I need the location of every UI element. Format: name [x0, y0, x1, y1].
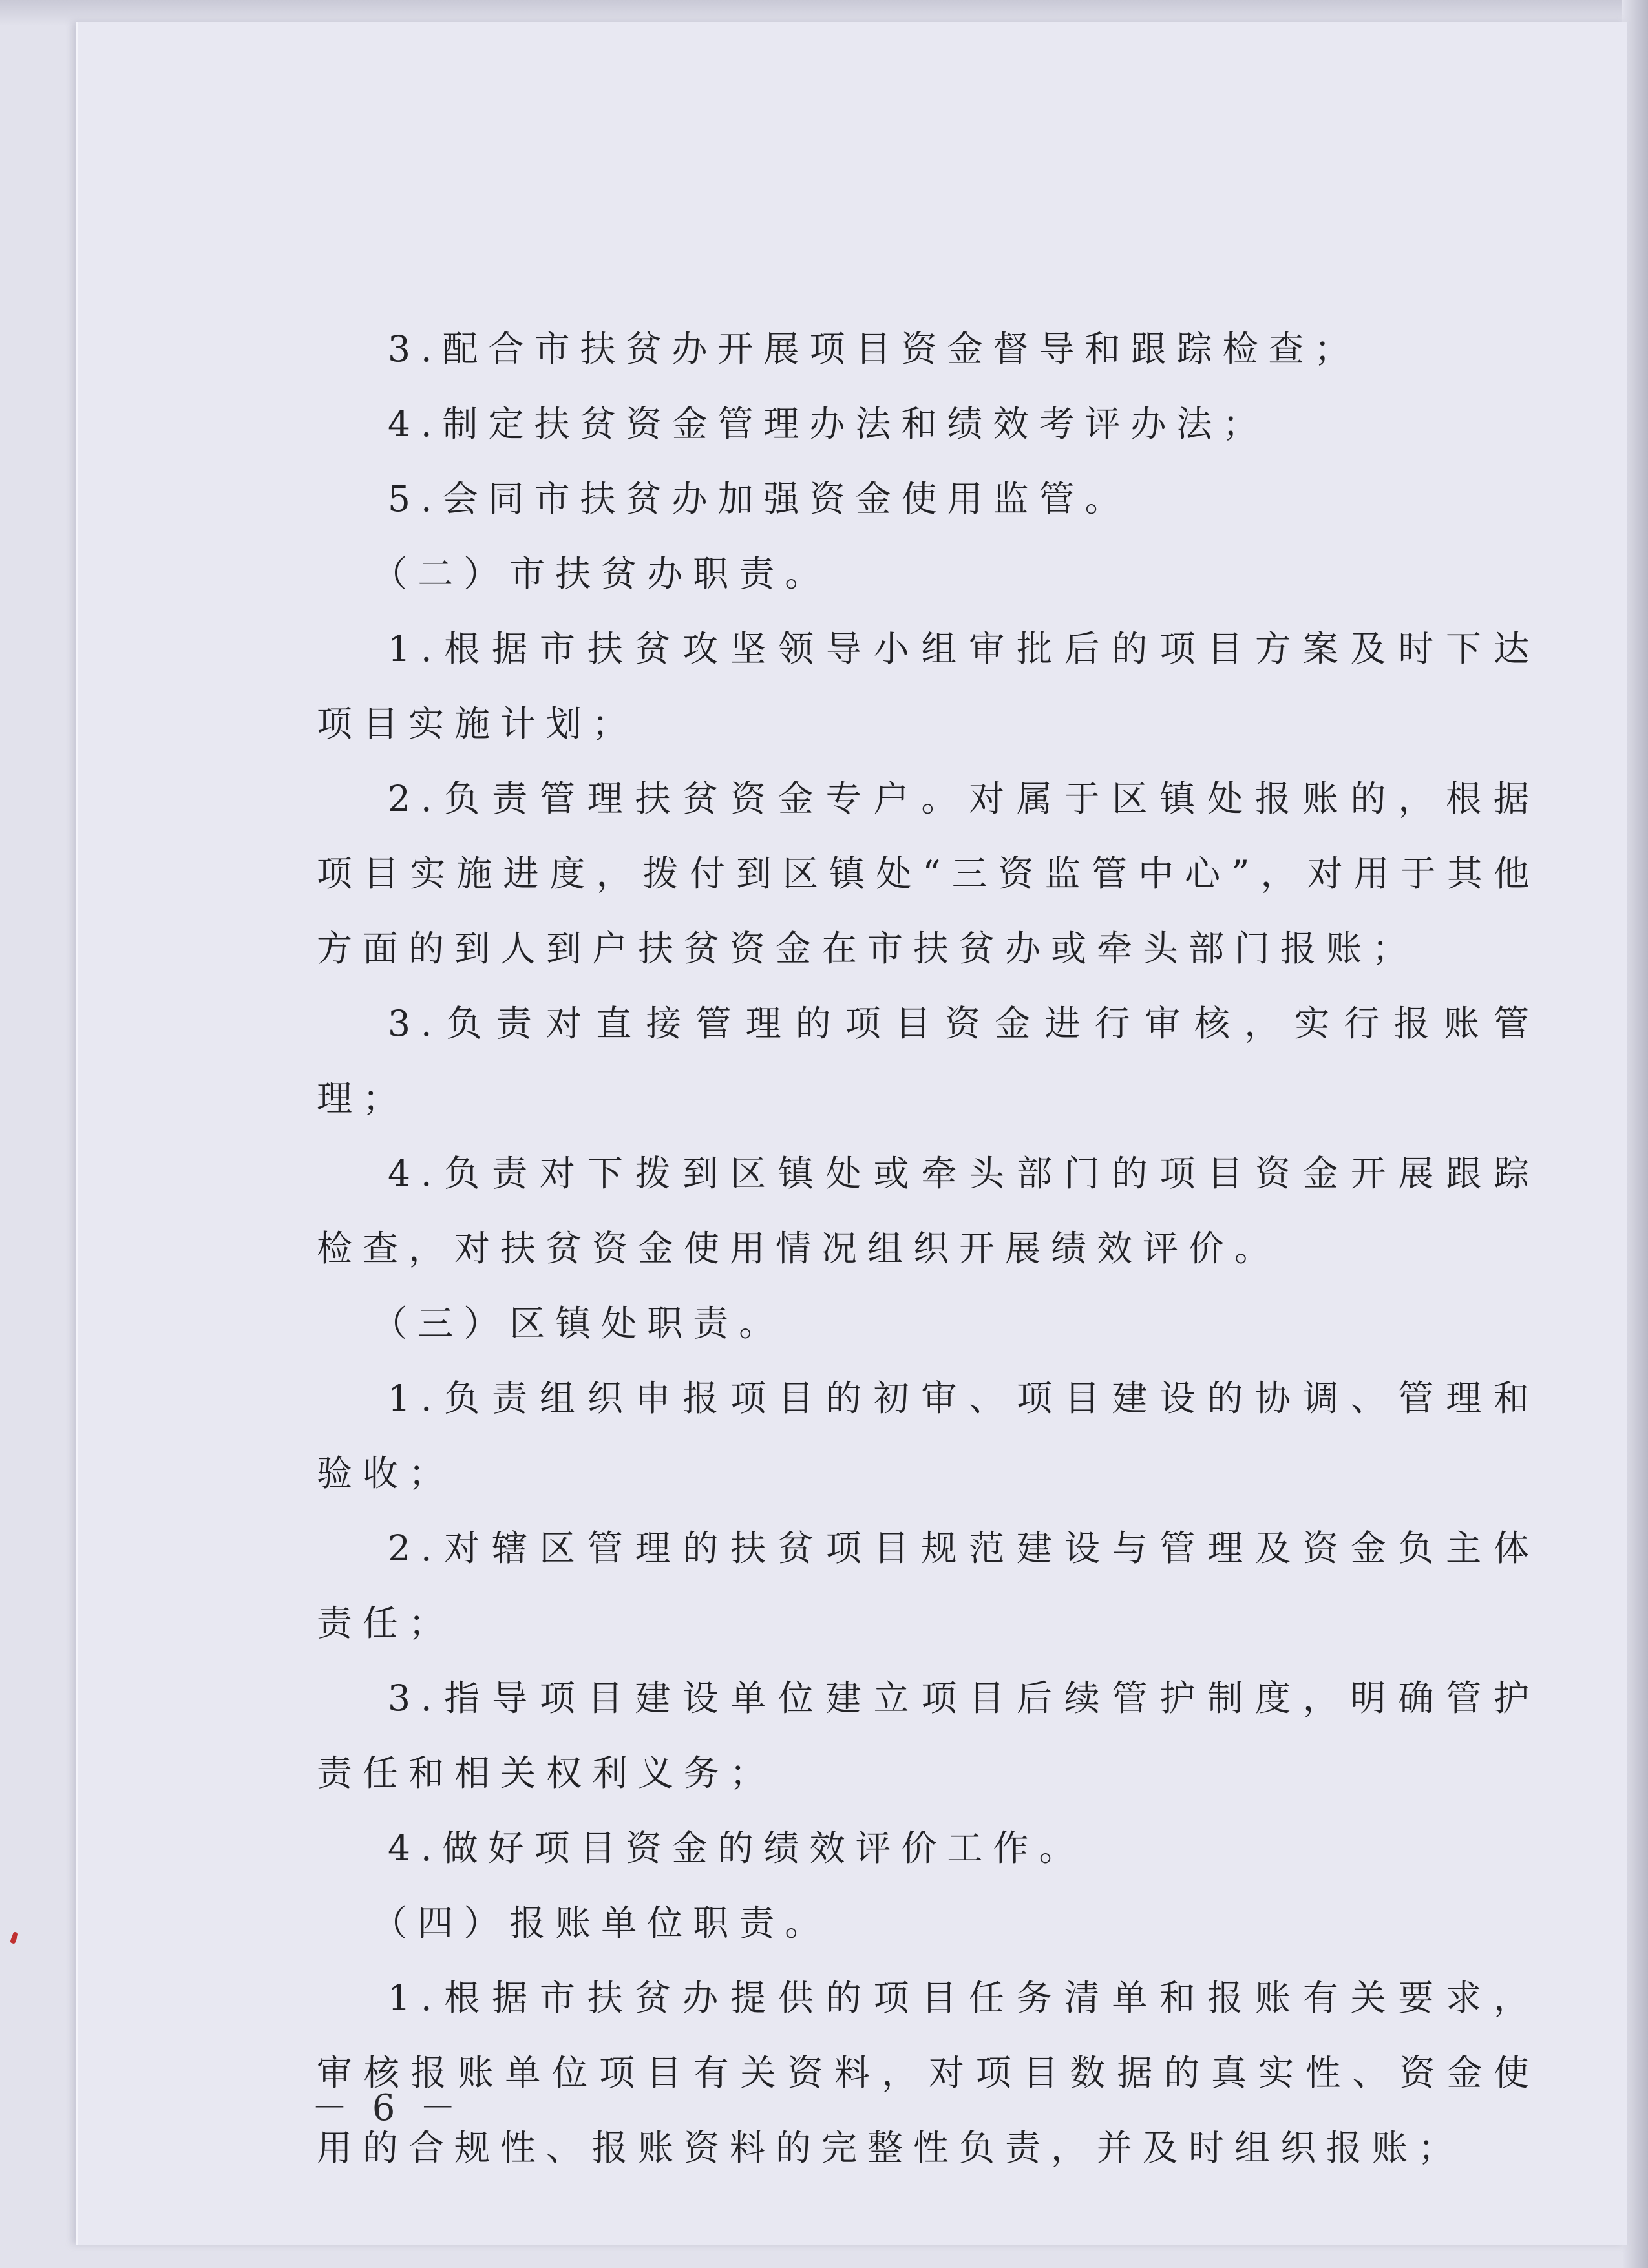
paragraph-item: 1.根据市扶贫攻坚领导小组审批后的项目方案及时下达项目实施计划；	[317, 628, 1539, 744]
red-ink-mark	[10, 1931, 19, 1944]
section-heading: （三）区镇处职责。	[372, 1303, 785, 1344]
page-number: － 6 －	[312, 2087, 463, 2129]
document-body	[317, 311, 1539, 2185]
paragraph-item: 3.指导项目建设单位建立项目后续管护制度，明确管护责任和相关权利义务；	[317, 1677, 1539, 1794]
paragraph-item: 2.负责管理扶贫资金专户。对属于区镇处报账的，根据项目实施进度，拨付到区镇处“三资监管中心”，对用于其他方面的到人到户扶贫资金在市扶贫办或牵头部门报账；	[317, 778, 1539, 969]
paragraph-item: 4.做好项目资金的绩效评价工作。	[388, 1827, 1085, 1869]
paragraph-item: 1.根据市扶贫办提供的项目任务清单和报账有关要求，审核报账单位项目有关资料，对项目数据的真实性、资金使用的合规性、报账资料的完整性负责，并及时组织报账；	[317, 1977, 1539, 2168]
paragraph-item: 3.配合市扶贫办开展项目资金督导和跟踪检查；	[388, 328, 1360, 370]
section-heading: （四）报账单位职责。	[372, 1902, 831, 1944]
paragraph-item: 2.对辖区管理的扶贫项目规范建设与管理及资金负主体责任；	[317, 1528, 1539, 1644]
section-heading: （二）市扶贫办职责。	[372, 553, 831, 594]
paragraph-item: 5.会同市扶贫办加强资金使用监管。	[388, 478, 1131, 520]
paragraph-item: 4.负责对下拨到区镇处或牵头部门的项目资金开展跟踪检查，对扶贫资金使用情况组织开展绩效评价。	[317, 1153, 1539, 1269]
paragraph-item: 1.负责组织申报项目的初审、项目建设的协调、管理和验收；	[317, 1378, 1539, 1494]
paragraph-item: 3.负责对直接管理的项目资金进行审核，实行报账管理；	[317, 1003, 1539, 1119]
paragraph-item: 4.制定扶贫资金管理办法和绩效考评办法；	[388, 403, 1269, 445]
